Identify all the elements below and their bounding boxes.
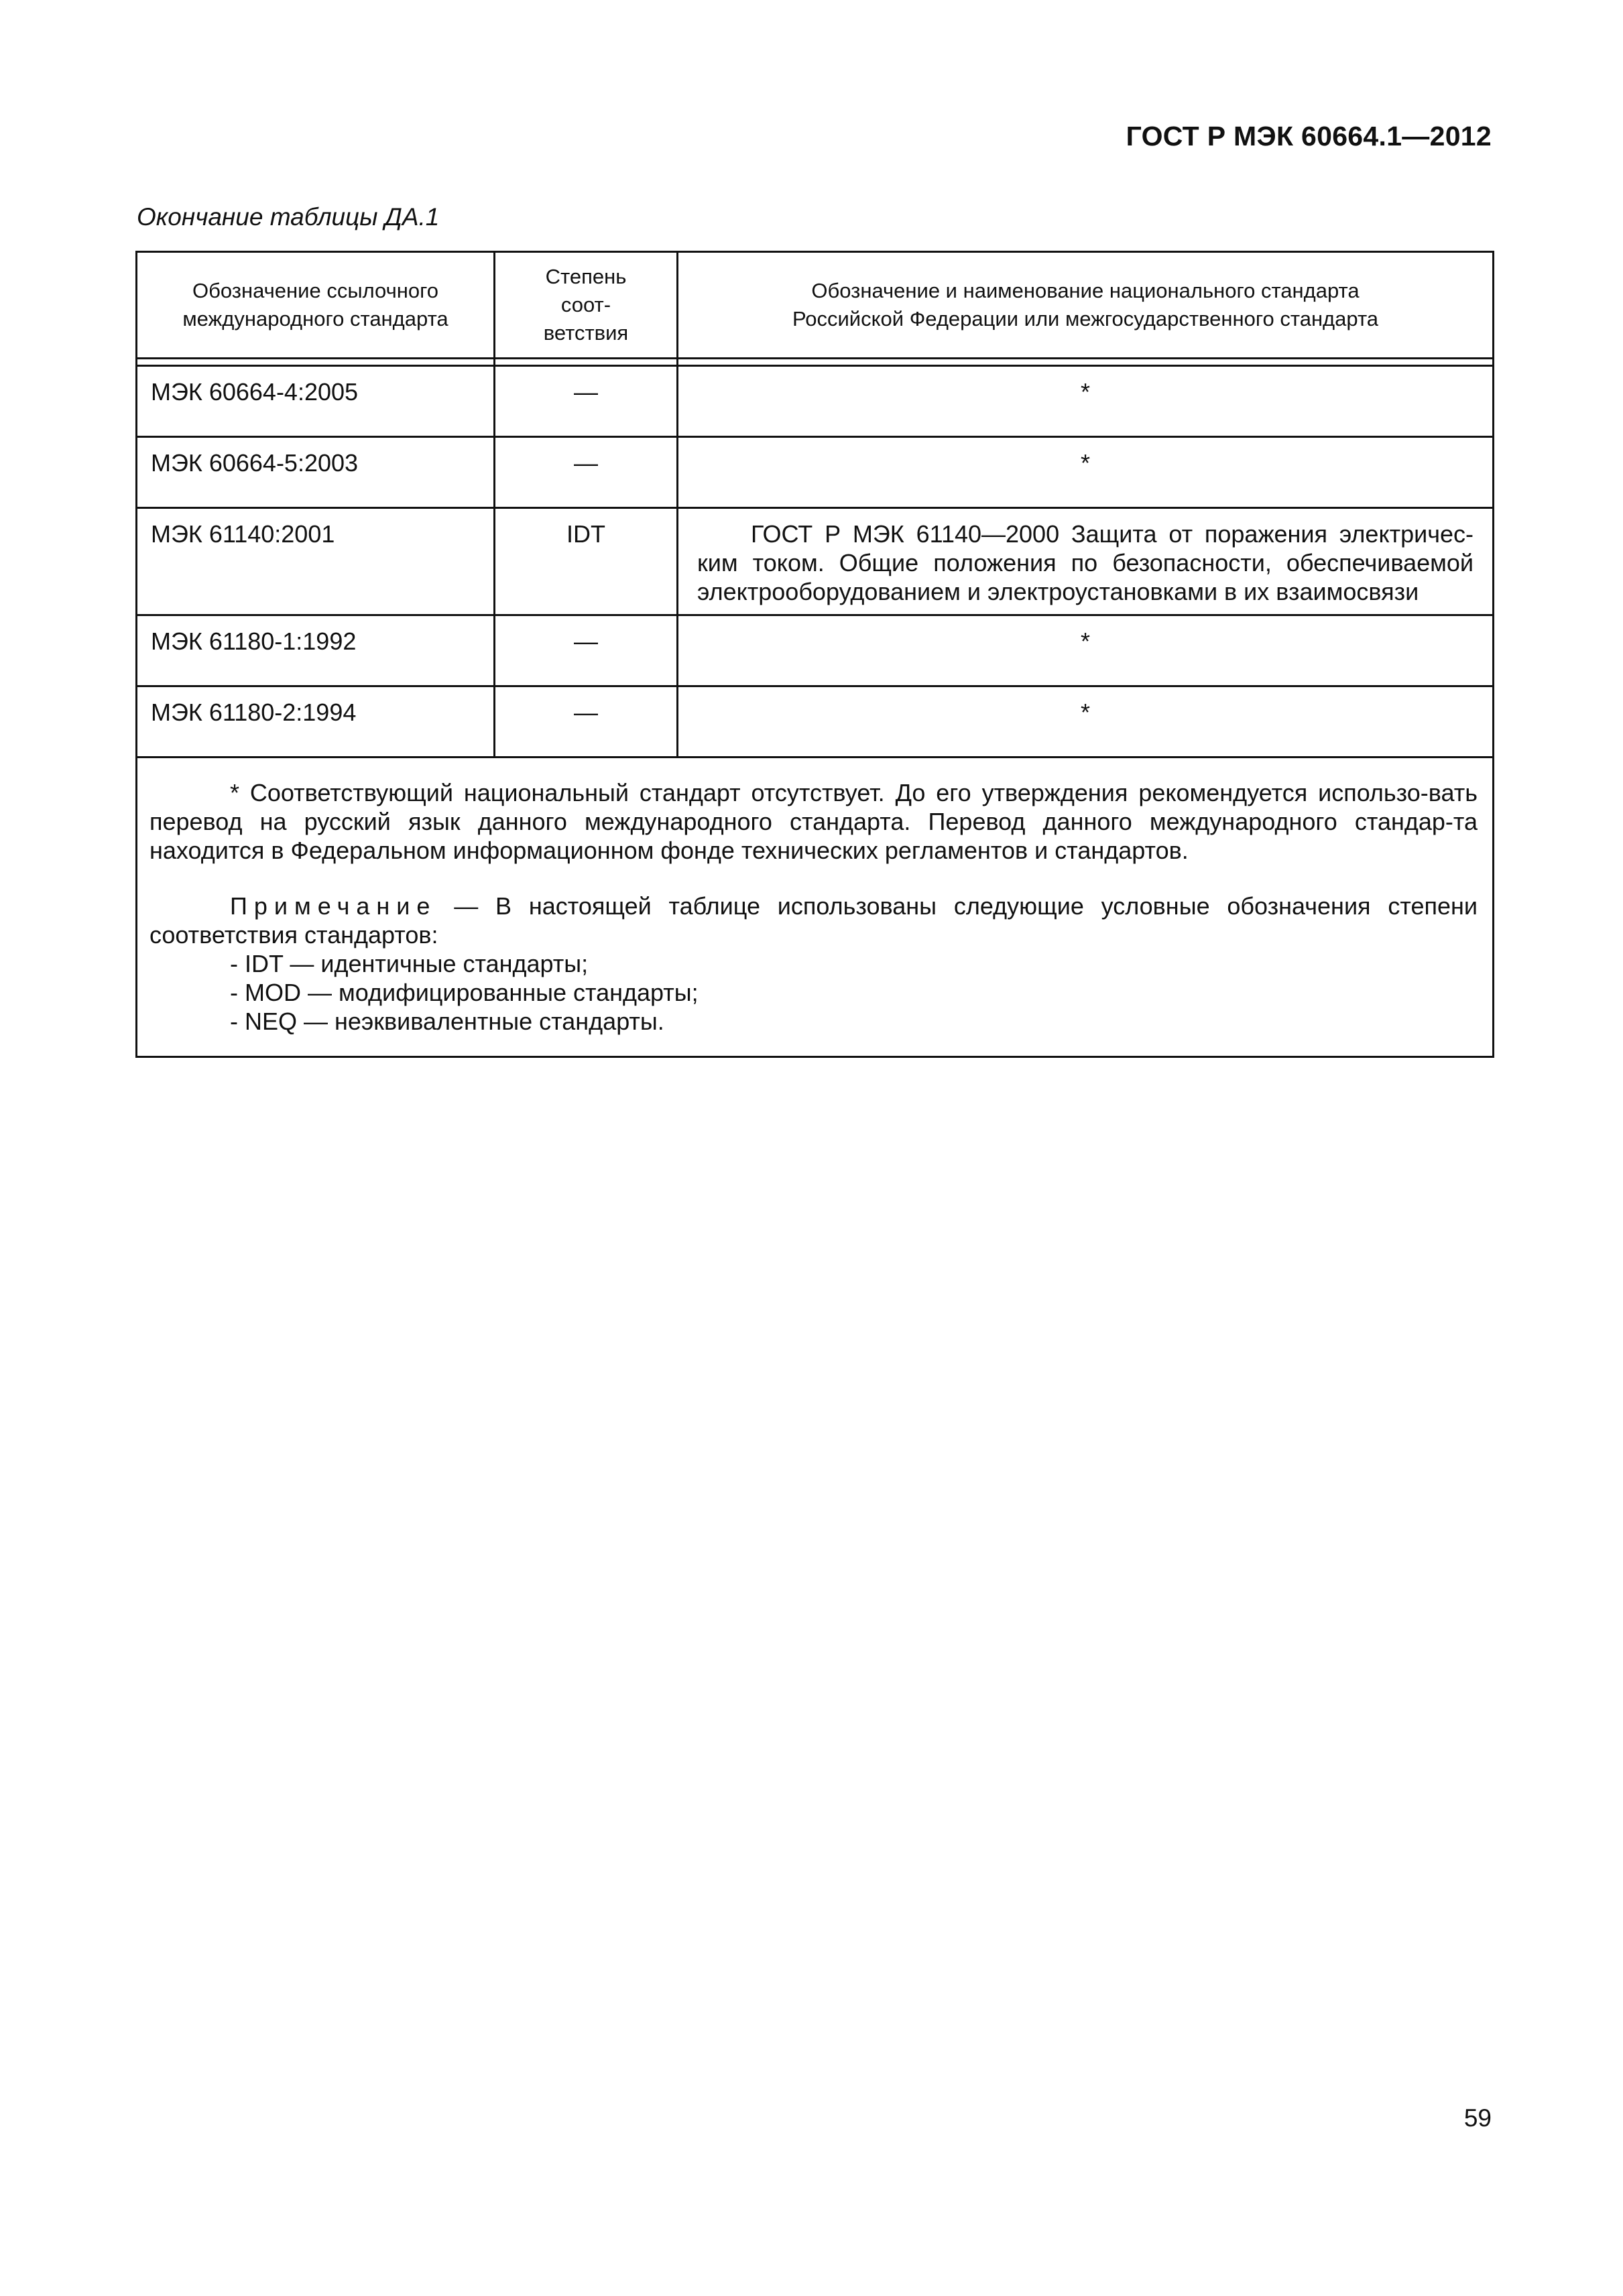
conformity-degree: — bbox=[495, 437, 678, 508]
national-standard: * bbox=[678, 686, 1494, 758]
standard-code: МЭК 61140:2001 bbox=[137, 508, 495, 615]
conformity-degree: — bbox=[495, 686, 678, 758]
column-header-national-standard bbox=[678, 252, 1494, 359]
rule-cell bbox=[137, 359, 495, 366]
table-caption: Окончание таблицы ДА.1 bbox=[137, 203, 440, 231]
column-header-national-line: Обозначение и наименование национального стандарта bbox=[811, 279, 1360, 302]
header-double-rule bbox=[137, 359, 1494, 366]
note-paragraph bbox=[149, 892, 1478, 949]
note-text: — В настоящей таблице использованы следующие условные обозначения степени соответствия стандартов: bbox=[149, 892, 1478, 949]
column-header-code-line: Обозначение ссылочного bbox=[192, 279, 438, 302]
legend-item: - NEQ — неэквивалентные стандарты. bbox=[230, 1008, 664, 1035]
table-header-row bbox=[137, 252, 1494, 359]
table-row bbox=[137, 437, 1494, 508]
national-standard: * bbox=[678, 615, 1494, 686]
conformity-degree: IDT bbox=[495, 508, 678, 615]
standard-code: МЭК 61180-2:1994 bbox=[137, 686, 495, 758]
standard-code: МЭК 60664-5:2003 bbox=[137, 437, 495, 508]
table-row bbox=[137, 686, 1494, 758]
column-header-degree-line: ветствия bbox=[543, 321, 629, 345]
rule-cell bbox=[495, 359, 678, 366]
column-header-national-line: Российской Федерации или межгосударственного стандарта bbox=[792, 307, 1379, 330]
column-header-degree-line: Степень bbox=[545, 265, 627, 288]
footnote-text: * Соответствующий национальный стандарт отсутствует. До его утверждения рекомендуется использо-вать перевод на русский язык данного международного стандарта. Перевод данного международного стандар-та находится в Федеральном информационном фонде технических регламентов и стандартов. bbox=[149, 779, 1478, 864]
standard-code: МЭК 61180-1:1992 bbox=[137, 615, 495, 686]
national-standard: * bbox=[678, 366, 1494, 437]
page-number: 59 bbox=[1463, 2104, 1492, 2132]
column-header-degree-line: соот- bbox=[560, 293, 611, 316]
rule-cell bbox=[678, 359, 1494, 366]
national-standard: * bbox=[678, 437, 1494, 508]
standard-code: МЭК 60664-4:2005 bbox=[137, 366, 495, 437]
national-standard: ГОСТ Р МЭК 61140—2000 Защита от поражения электричес-ким током. Общие положения по безопасности, обеспечиваемой электрооборудованием и электроустановками в их взаимосвязи bbox=[678, 508, 1494, 615]
notes-row bbox=[137, 758, 1494, 1057]
legend-item: - IDT — идентичные стандарты; bbox=[230, 950, 589, 977]
conformity-degree: — bbox=[495, 615, 678, 686]
conformity-degree: — bbox=[495, 366, 678, 437]
legend-list bbox=[149, 949, 1478, 1036]
column-header-degree bbox=[495, 252, 678, 359]
table-row bbox=[137, 508, 1494, 615]
notes-cell bbox=[137, 758, 1494, 1057]
standards-table bbox=[135, 251, 1492, 1058]
column-header-code-line: международного стандарта bbox=[182, 307, 448, 330]
table-row bbox=[137, 615, 1494, 686]
table-row bbox=[137, 366, 1494, 437]
document-id-header: ГОСТ Р МЭК 60664.1—2012 bbox=[1126, 121, 1492, 152]
legend-item: - MOD — модифицированные стандарты; bbox=[230, 979, 699, 1006]
note-heading: Примечание bbox=[230, 892, 437, 920]
column-header-code bbox=[137, 252, 495, 359]
